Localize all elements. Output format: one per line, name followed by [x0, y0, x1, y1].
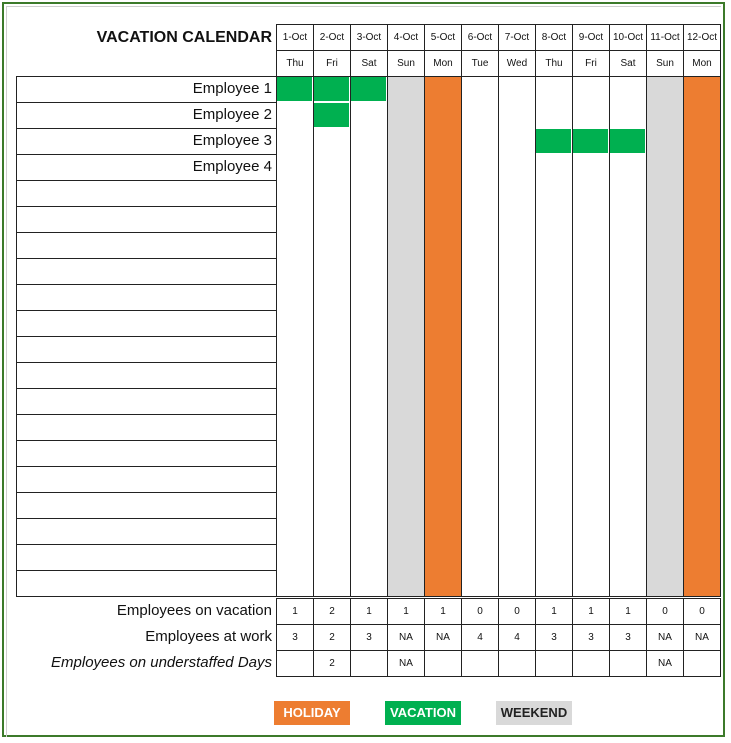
employee-name-cell[interactable]: [16, 544, 277, 571]
summary-understaffed-cell: [535, 650, 573, 677]
summary-understaffed-cell: [276, 650, 314, 677]
legend-holiday: HOLIDAY: [274, 701, 350, 725]
grid-bottom-line: [276, 596, 721, 597]
weekend-column: [387, 76, 424, 596]
column-divider: [461, 76, 462, 596]
employee-name-cell[interactable]: [16, 518, 277, 545]
column-divider: [646, 76, 647, 596]
summary-vacation-cell: 0: [461, 598, 499, 625]
weekday-header: Sun: [646, 50, 684, 77]
summary-vacation-cell: 1: [350, 598, 388, 625]
vacation-block[interactable]: [350, 76, 387, 102]
employee-name-cell[interactable]: [16, 466, 277, 493]
employee-name-cell[interactable]: Employee 4: [16, 154, 277, 181]
date-header: 12-Oct: [683, 24, 721, 51]
column-divider: [387, 76, 388, 596]
summary-vacation-cell: 0: [498, 598, 536, 625]
summary-at-work-cell: 3: [572, 624, 610, 651]
date-header: 8-Oct: [535, 24, 573, 51]
summary-understaffed-cell: NA: [646, 650, 684, 677]
date-header: 11-Oct: [646, 24, 684, 51]
date-header: 7-Oct: [498, 24, 536, 51]
summary-understaffed-cell: [350, 650, 388, 677]
column-divider: [350, 76, 351, 596]
employee-name-cell[interactable]: [16, 492, 277, 519]
summary-at-work-cell: 2: [313, 624, 351, 651]
summary-vacation-cell: 1: [535, 598, 573, 625]
date-header: 6-Oct: [461, 24, 499, 51]
column-divider: [720, 76, 721, 596]
summary-understaffed-cell: [572, 650, 610, 677]
legend-vacation: VACATION: [385, 701, 461, 725]
summary-at-work-cell: NA: [683, 624, 721, 651]
weekday-header: Sat: [350, 50, 388, 77]
summary-at-work-cell: 3: [609, 624, 647, 651]
summary-at-work-cell: NA: [424, 624, 462, 651]
weekday-header: Fri: [313, 50, 351, 77]
vacation-block[interactable]: [276, 76, 313, 102]
employee-name-cell[interactable]: [16, 258, 277, 285]
summary-at-work-cell: 4: [461, 624, 499, 651]
column-divider: [498, 76, 499, 596]
column-divider: [609, 76, 610, 596]
weekday-header: Mon: [683, 50, 721, 77]
employee-name-cell[interactable]: [16, 206, 277, 233]
date-header: 5-Oct: [424, 24, 462, 51]
summary-at-work-cell: NA: [387, 624, 425, 651]
calendar-title: VACATION CALENDAR: [96, 29, 272, 46]
employee-name-cell[interactable]: [16, 232, 277, 259]
weekday-header: Sun: [387, 50, 425, 77]
summary-at-work-cell: 3: [535, 624, 573, 651]
summary-at-work-cell: NA: [646, 624, 684, 651]
employee-name-cell[interactable]: [16, 388, 277, 415]
vacation-block[interactable]: [313, 76, 350, 102]
summary-vacation-cell: 1: [609, 598, 647, 625]
summary-understaffed-cell: [683, 650, 721, 677]
employee-name-cell[interactable]: [16, 414, 277, 441]
summary-vacation-cell: 1: [572, 598, 610, 625]
employee-name-cell[interactable]: [16, 284, 277, 311]
summary-vacation-cell: 0: [683, 598, 721, 625]
summary-vacation-cell: 1: [424, 598, 462, 625]
column-divider: [535, 76, 536, 596]
column-divider: [683, 76, 684, 596]
date-header: 2-Oct: [313, 24, 351, 51]
holiday-column: [424, 76, 461, 596]
column-divider: [313, 76, 314, 596]
vacation-count-label: Employees on vacation: [116, 602, 272, 619]
weekday-header: Fri: [572, 50, 610, 77]
summary-vacation-cell: 1: [387, 598, 425, 625]
summary-vacation-cell: 1: [276, 598, 314, 625]
summary-vacation-cell: 2: [313, 598, 351, 625]
weekday-header: Thu: [276, 50, 314, 77]
summary-at-work-cell: 4: [498, 624, 536, 651]
vacation-block[interactable]: [572, 128, 609, 154]
column-divider: [424, 76, 425, 596]
weekday-header: Wed: [498, 50, 536, 77]
summary-at-work-cell: 3: [276, 624, 314, 651]
weekday-header: Thu: [535, 50, 573, 77]
date-header: 4-Oct: [387, 24, 425, 51]
date-header: 10-Oct: [609, 24, 647, 51]
employee-name-cell[interactable]: Employee 1: [16, 76, 277, 103]
employee-name-cell[interactable]: [16, 310, 277, 337]
understaffed-label: Employees on understaffed Days: [51, 654, 272, 671]
summary-at-work-cell: 3: [350, 624, 388, 651]
employee-name-cell[interactable]: [16, 180, 277, 207]
date-header: 9-Oct: [572, 24, 610, 51]
column-divider: [572, 76, 573, 596]
employee-name-cell[interactable]: Employee 3: [16, 128, 277, 155]
employee-name-cell[interactable]: [16, 336, 277, 363]
at-work-count-label: Employees at work: [145, 628, 272, 645]
summary-understaffed-cell: 2: [313, 650, 351, 677]
weekend-column: [646, 76, 683, 596]
legend-weekend: WEEKEND: [496, 701, 572, 725]
vacation-block[interactable]: [313, 102, 350, 128]
employee-name-cell[interactable]: [16, 570, 277, 597]
weekday-header: Mon: [424, 50, 462, 77]
date-header: 1-Oct: [276, 24, 314, 51]
summary-vacation-cell: 0: [646, 598, 684, 625]
weekday-header: Sat: [609, 50, 647, 77]
summary-understaffed-cell: [424, 650, 462, 677]
summary-understaffed-cell: [498, 650, 536, 677]
weekday-header: Tue: [461, 50, 499, 77]
date-header: 3-Oct: [350, 24, 388, 51]
employee-name-cell[interactable]: Employee 2: [16, 102, 277, 129]
holiday-column: [683, 76, 720, 596]
summary-understaffed-cell: [609, 650, 647, 677]
employee-name-cell[interactable]: [16, 362, 277, 389]
vacation-block[interactable]: [609, 128, 646, 154]
employee-name-cell[interactable]: [16, 440, 277, 467]
vacation-block[interactable]: [535, 128, 572, 154]
summary-understaffed-cell: NA: [387, 650, 425, 677]
summary-understaffed-cell: [461, 650, 499, 677]
